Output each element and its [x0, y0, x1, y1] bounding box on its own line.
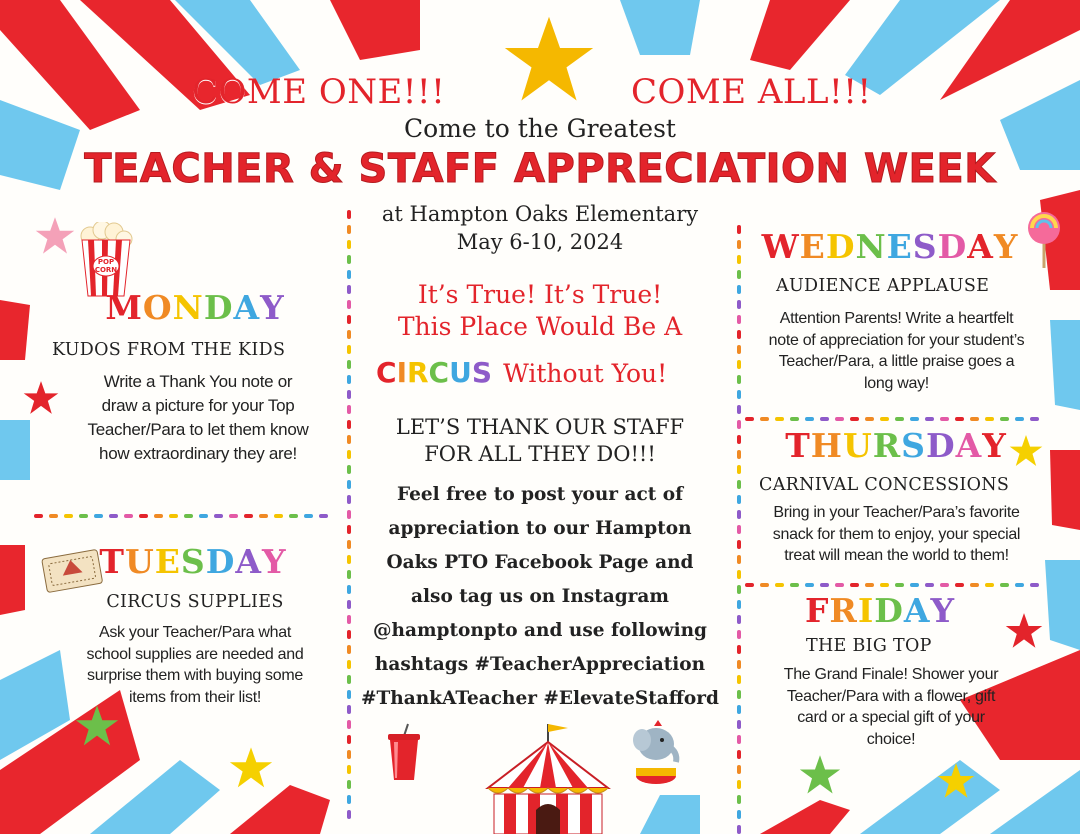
divider-dash — [737, 390, 741, 399]
divider-dash — [970, 417, 979, 421]
divider-dash — [737, 720, 741, 729]
divider-dash — [805, 583, 814, 587]
pink-star-icon — [34, 216, 76, 256]
divider-dash — [347, 735, 351, 744]
thursday-heading — [766, 426, 1026, 465]
red-star-icon — [1004, 612, 1044, 650]
divider-dash — [1000, 417, 1009, 421]
tuesday-line: school supplies are needed and — [86, 645, 304, 663]
divider-dash — [124, 514, 133, 518]
divider-dash — [955, 583, 964, 587]
monday-letter: M — [105, 288, 143, 327]
divider-dash — [737, 480, 741, 489]
tuesday-letter: D — [205, 542, 236, 581]
divider-dash — [737, 675, 741, 684]
friday-line: card or a special gift of your — [797, 709, 985, 726]
divider-dash — [347, 450, 351, 459]
wednesday-letter: E — [886, 227, 913, 266]
divider-dash — [347, 525, 351, 534]
wednesday-letter: S — [912, 227, 938, 266]
divider-dash — [737, 810, 741, 819]
divider-dash — [347, 795, 351, 804]
divider-dash — [737, 525, 741, 534]
divider-dash — [347, 720, 351, 729]
wednesday-letter: A — [967, 227, 994, 266]
wednesday-letter: D — [937, 227, 968, 266]
circus-word — [376, 356, 493, 389]
divider-dash — [790, 583, 799, 587]
tuesday-line: Ask your Teacher/Para what — [98, 624, 291, 641]
divider-dash — [347, 465, 351, 474]
divider-dash — [737, 510, 741, 519]
divider-dash — [850, 417, 859, 421]
divider-dash — [895, 583, 904, 587]
wednesday-title: AUDIENCE APPLAUSE — [776, 276, 990, 296]
free-post-line: @hamptonpto and use following — [373, 620, 707, 641]
divider-dash — [347, 540, 351, 549]
divider-dash — [1015, 417, 1024, 421]
divider-dash — [737, 750, 741, 759]
divider-dash — [737, 360, 741, 369]
monday-description — [58, 370, 338, 466]
divider-dash — [745, 417, 754, 421]
circus-letter: C — [428, 356, 450, 389]
tuesday-letter: Y — [262, 542, 287, 581]
divider-dash — [109, 514, 118, 518]
thursday-line: treat will mean the world to them! — [784, 547, 1009, 564]
divider-dash — [259, 514, 268, 518]
divider-dash — [737, 420, 741, 429]
divider-dash — [274, 514, 283, 518]
friday-line: The Grand Finale! Shower your — [783, 666, 999, 683]
divider-dash — [865, 417, 874, 421]
divider-dash — [985, 417, 994, 421]
friday-line: Teacher/Para with a flower, gift — [786, 687, 996, 705]
friday-letter: Y — [930, 591, 956, 630]
thursday-line: Bring in your Teacher/Para’s favorite — [773, 504, 1020, 521]
friday-letter: I — [857, 591, 875, 630]
divider-dash — [835, 417, 844, 421]
divider-dash — [737, 495, 741, 504]
divider-dash — [347, 285, 351, 294]
friday-letter: R — [829, 591, 858, 630]
tuesday-letter: E — [154, 542, 181, 581]
wednesday-letter: W — [761, 227, 800, 266]
divider-dash — [49, 514, 58, 518]
divider-dash — [737, 585, 741, 594]
banner-title: TEACHER & STAFF APPRECIATION WEEK — [84, 146, 996, 192]
monday-line: how extraordinary they are! — [99, 444, 297, 463]
free-post-line: Feel free to post your act of — [396, 484, 684, 505]
divider-dash — [229, 514, 238, 518]
divider-dash — [790, 417, 799, 421]
wednesday-heading — [752, 227, 1028, 266]
divider-dash — [880, 583, 889, 587]
wednesday-line: long way! — [864, 374, 929, 392]
green-star-icon — [74, 704, 120, 748]
school-name: at Hampton Oaks Elementary — [381, 202, 699, 226]
divider-dash — [737, 600, 741, 609]
divider-dash — [347, 330, 351, 339]
divider-dash — [737, 255, 741, 264]
divider-dash — [347, 300, 351, 309]
lollipop-icon — [1024, 210, 1064, 270]
friday-heading — [780, 591, 980, 630]
divider-dash — [94, 514, 103, 518]
wednesday-letter: Y — [993, 227, 1019, 266]
slogan-without-you: Without You! — [503, 359, 668, 388]
divider-dash — [347, 420, 351, 429]
divider-dash — [940, 583, 949, 587]
circus-elephant-icon — [628, 718, 684, 788]
yellow-star-icon — [228, 746, 274, 790]
divider-dash — [775, 417, 784, 421]
thursday-letter: R — [872, 426, 902, 465]
popcorn-icon — [78, 222, 134, 298]
thursday-letter: A — [955, 426, 983, 465]
thursday-letter: Y — [982, 426, 1007, 465]
divider-dash — [925, 583, 934, 587]
divider-dash — [910, 417, 919, 421]
divider-dash — [347, 270, 351, 279]
divider-dash — [745, 583, 754, 587]
yellow-star-icon — [936, 762, 976, 800]
divider-dash — [737, 450, 741, 459]
soda-cup-icon — [384, 722, 424, 782]
divider-dash — [955, 417, 964, 421]
divider-dash — [64, 514, 73, 518]
divider-dash — [737, 270, 741, 279]
monday-line: Teacher/Para to let them know — [87, 420, 309, 439]
divider-dash — [835, 583, 844, 587]
friday-letter: F — [804, 591, 830, 630]
divider-dash — [347, 225, 351, 234]
friday-description — [746, 664, 1036, 750]
divider-dash — [737, 315, 741, 324]
tuesday-line: surprise them with buying some — [87, 667, 303, 684]
monday-letter: Y — [260, 288, 285, 327]
wednesday-line: note of appreciation for your student’s — [768, 331, 1025, 349]
divider-dash — [139, 514, 148, 518]
divider-dash — [347, 240, 351, 249]
circus-tent-icon — [478, 718, 618, 834]
divider-dash — [820, 417, 829, 421]
divider-dash — [737, 240, 741, 249]
divider-dash — [737, 225, 741, 234]
thursday-letter: T — [785, 426, 811, 465]
tuesday-letter: A — [235, 542, 262, 581]
friday-letter: A — [903, 591, 931, 630]
divider-dash — [737, 405, 741, 414]
divider-dash — [199, 514, 208, 518]
divider-dash — [319, 514, 328, 518]
free-post-line: appreciation to our Hampton — [388, 518, 692, 539]
divider-dash — [1015, 583, 1024, 587]
friday-letter: D — [874, 591, 904, 630]
divider-dash — [737, 795, 741, 804]
wednesday-letter: D — [825, 227, 856, 266]
wednesday-line: Attention Parents! Write a heartfelt — [779, 310, 1014, 327]
circus-letter: I — [396, 356, 407, 389]
circus-letter: R — [406, 356, 429, 389]
divider-dash — [347, 435, 351, 444]
divider-dash — [347, 510, 351, 519]
divider-dash — [304, 514, 313, 518]
divider-dash — [34, 514, 43, 518]
divider-dash — [737, 615, 741, 624]
free-post-paragraph — [340, 478, 740, 716]
divider-dash — [737, 690, 741, 699]
circus-letter: S — [471, 356, 493, 389]
monday-letter: O — [142, 288, 173, 327]
divider-dash — [289, 514, 298, 518]
divider-dash — [737, 555, 741, 564]
divider-dash — [760, 583, 769, 587]
divider-dash — [347, 495, 351, 504]
divider-dash — [79, 514, 88, 518]
thursday-title: CARNIVAL CONCESSIONS — [759, 475, 1010, 495]
divider-dash — [1030, 583, 1039, 587]
wednesday-letter: N — [855, 227, 887, 266]
monday-title: KUDOS FROM THE KIDS — [52, 340, 286, 360]
divider-dash — [347, 360, 351, 369]
slogan-line-1: It’s True! It’s True! — [417, 280, 663, 309]
tuesday-letter: S — [180, 542, 206, 581]
divider-dash — [925, 417, 934, 421]
divider-dash — [940, 417, 949, 421]
slogan-line-2: This Place Would Be A — [397, 312, 683, 341]
divider-dash — [805, 417, 814, 421]
free-post-line: hashtags #TeacherAppreciation — [374, 654, 706, 675]
come-one-text: COME ONE!!! — [192, 72, 446, 112]
gold-star-icon — [503, 14, 595, 106]
divider-dash — [347, 765, 351, 774]
slogan-line-3 — [376, 356, 716, 390]
divider-dash — [1030, 417, 1039, 421]
tuesday-heading — [68, 542, 318, 581]
yellow-star-icon — [1008, 434, 1044, 468]
divider-dash — [760, 417, 769, 421]
center-right-divider — [737, 225, 741, 834]
divider-dash — [347, 315, 351, 324]
thursday-letter: U — [842, 426, 873, 465]
tuesday-title: CIRCUS SUPPLIES — [106, 592, 284, 612]
thank-line-2: FOR ALL THEY DO!!! — [424, 442, 656, 466]
divider-dash — [737, 435, 741, 444]
divider-dash — [347, 480, 351, 489]
divider-dash — [347, 810, 351, 819]
divider-dash — [737, 705, 741, 714]
divider-dash — [154, 514, 163, 518]
wednesday-letter: E — [799, 227, 826, 266]
popcorn-label-bottom: CORN — [94, 266, 118, 274]
monday-letter: D — [203, 288, 234, 327]
green-star-icon — [798, 754, 842, 796]
thursday-description — [744, 502, 1049, 567]
thursday-letter: D — [926, 426, 956, 465]
wednesday-line: Teacher/Para, a little praise goes a — [778, 353, 1015, 370]
divider-dash — [737, 330, 741, 339]
thank-line-1: LET’S THANK OUR STAFF — [395, 415, 685, 439]
divider-dash — [347, 375, 351, 384]
divider-dash — [184, 514, 193, 518]
divider-dash — [737, 570, 741, 579]
right-divider-1 — [745, 417, 1050, 421]
divider-dash — [737, 645, 741, 654]
divider-dash — [895, 417, 904, 421]
red-star-icon — [22, 380, 60, 416]
friday-line: choice! — [866, 730, 916, 748]
circus-letter: C — [376, 356, 397, 389]
divider-dash — [347, 780, 351, 789]
thursday-letter: H — [810, 426, 843, 465]
divider-dash — [737, 825, 741, 834]
divider-dash — [347, 210, 351, 219]
divider-dash — [347, 750, 351, 759]
monday-heading — [60, 288, 330, 327]
tuesday-description — [40, 622, 350, 708]
divider-dash — [737, 630, 741, 639]
divider-dash — [865, 583, 874, 587]
divider-dash — [737, 300, 741, 309]
thursday-letter: S — [901, 426, 926, 465]
left-divider — [34, 514, 339, 518]
divider-dash — [737, 375, 741, 384]
popcorn-label-top: POP — [97, 258, 115, 266]
thursday-line: snack for them to enjoy, your special — [772, 525, 1021, 543]
divider-dash — [347, 345, 351, 354]
divider-dash — [910, 583, 919, 587]
monday-line: Write a Thank You note or — [103, 372, 293, 391]
circus-letter: U — [449, 356, 472, 389]
divider-dash — [820, 583, 829, 587]
divider-dash — [1000, 583, 1009, 587]
tuesday-letter: T — [99, 542, 125, 581]
come-all-text: COME ALL!!! — [631, 72, 872, 112]
event-dates: May 6-10, 2024 — [456, 230, 624, 254]
divider-dash — [985, 583, 994, 587]
monday-letter: A — [233, 288, 261, 327]
divider-dash — [737, 660, 741, 669]
divider-dash — [737, 285, 741, 294]
monday-line: draw a picture for your Top — [101, 396, 295, 415]
divider-dash — [737, 780, 741, 789]
divider-dash — [737, 465, 741, 474]
divider-dash — [775, 583, 784, 587]
come-to-greatest-text: Come to the Greatest — [404, 114, 676, 143]
divider-dash — [347, 255, 351, 264]
divider-dash — [244, 514, 253, 518]
divider-dash — [880, 417, 889, 421]
friday-title: THE BIG TOP — [806, 636, 932, 656]
divider-dash — [737, 345, 741, 354]
free-post-line: Oaks PTO Facebook Page and — [386, 552, 694, 573]
divider-dash — [737, 735, 741, 744]
divider-dash — [347, 555, 351, 564]
divider-dash — [737, 540, 741, 549]
divider-dash — [850, 583, 859, 587]
divider-dash — [214, 514, 223, 518]
divider-dash — [347, 570, 351, 579]
divider-dash — [970, 583, 979, 587]
free-post-line: #ThankATeacher #ElevateStafford — [361, 688, 719, 709]
divider-dash — [169, 514, 178, 518]
right-divider-2 — [745, 583, 1050, 587]
divider-dash — [347, 390, 351, 399]
center-left-divider — [347, 210, 351, 820]
tuesday-line: items from their list! — [128, 688, 262, 706]
monday-letter: N — [172, 288, 204, 327]
tuesday-letter: U — [124, 542, 155, 581]
wednesday-description — [744, 308, 1049, 394]
divider-dash — [737, 765, 741, 774]
divider-dash — [347, 405, 351, 414]
free-post-line: also tag us on Instagram — [411, 586, 669, 607]
